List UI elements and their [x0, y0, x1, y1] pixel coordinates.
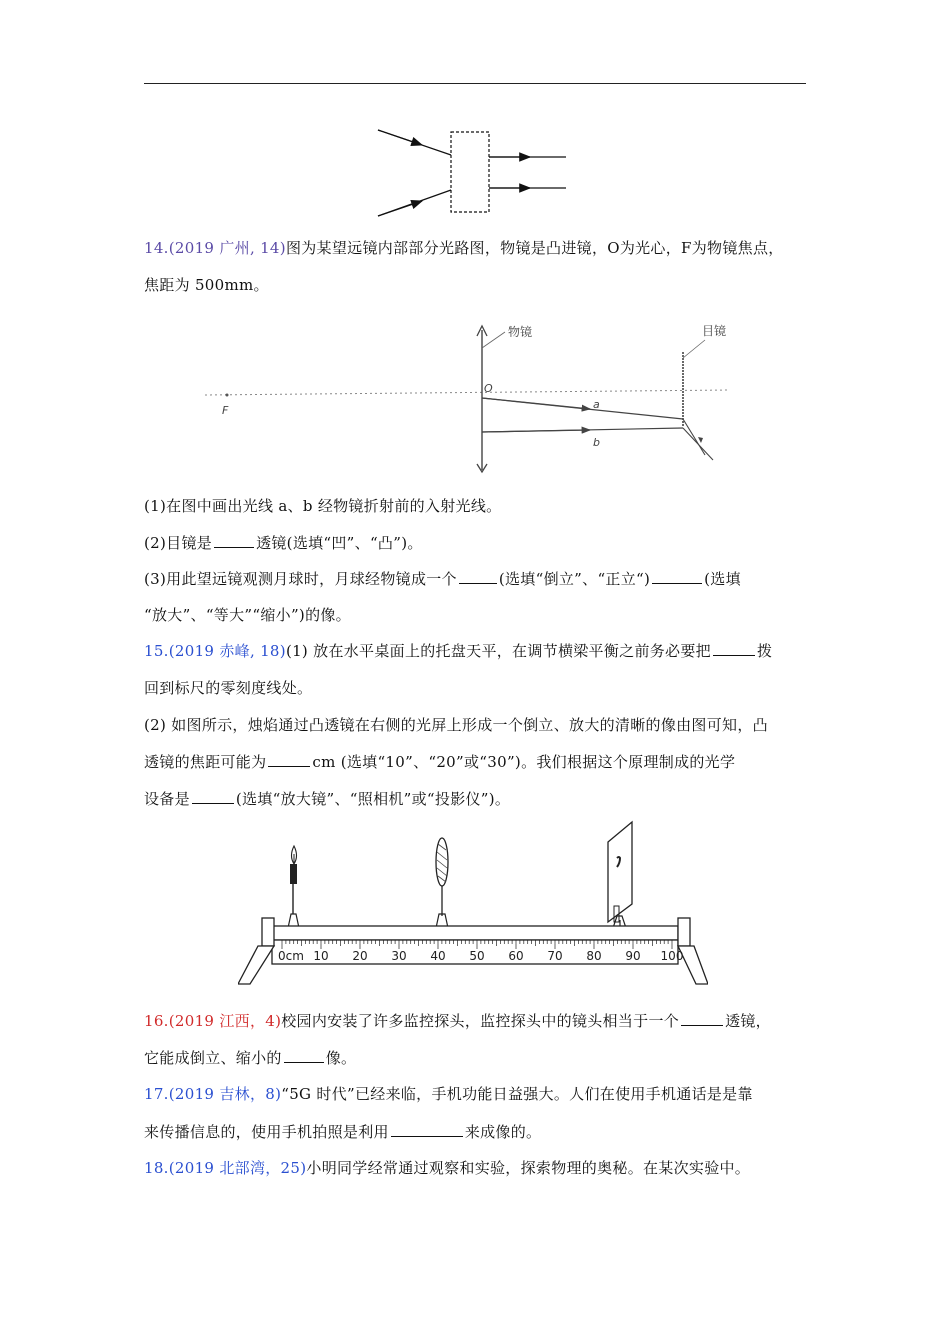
telescope-light-path-diagram: [205, 322, 735, 474]
q15-line5: 设备是 (选填“放大镜”、“照相机”或“投影仪”)。: [144, 790, 511, 808]
q14-part3-cont: “放大”、“等大”“缩小”)的像。: [144, 606, 351, 624]
focal-point-F: [226, 394, 229, 397]
principal-axis: [205, 390, 730, 395]
ruler-label: 30: [391, 949, 407, 963]
answer-blank[interactable]: [214, 533, 254, 548]
ruler-label: 40: [430, 949, 446, 963]
answer-blank[interactable]: [192, 789, 234, 804]
q14-source: 14.(2019 广州, 14): [144, 239, 286, 257]
q17-line2: 来传播信息的，使用手机拍照是利用 来成像的。: [144, 1123, 542, 1141]
q15-line1: 15.(2019 赤峰, 18)(1) 放在水平桌面上的托盘天平，在调节横梁平衡之前务必要把 拨: [144, 642, 773, 660]
optical-bench-diagram: [238, 820, 708, 992]
label-F: F: [222, 404, 229, 417]
label-objective: 物镜: [508, 325, 533, 339]
label-O: O: [484, 382, 493, 395]
ruler-label: 70: [547, 949, 563, 963]
q14-part1: (1)在图中画出光线 a、b 经物镜折射前的入射光线。: [144, 497, 502, 515]
q15-line4: 透镜的焦距可能为 cm (选填“10”、“20”或“30”)。我们根据这个原理制成的光学: [144, 753, 736, 771]
q14-line1: 14.(2019 广州, 14)图为某望远镜内部部分光路图，物镜是凸进镜，O为光心，F为物镜焦点，: [144, 239, 784, 257]
label-a: a: [593, 398, 600, 411]
q15-source: 15.(2019 赤峰, 18): [144, 642, 286, 660]
ruler-label: 80: [586, 949, 602, 963]
page-header-rule: [144, 83, 806, 84]
q15-line3: (2) 如图所示，烛焰通过凸透镜在右侧的光屏上形成一个倒立、放大的清晰的像由图可知，凸: [144, 716, 768, 734]
answer-blank[interactable]: [459, 569, 497, 584]
q17-line1: 17.(2019 吉林，8)“5G 时代”已经来临，手机功能日益强大。人们在使用手机通话是是靠: [144, 1085, 753, 1103]
answer-blank[interactable]: [391, 1122, 463, 1137]
label-eyepiece: 目镜: [702, 324, 727, 338]
q18-source: 18.(2019 北部湾，25): [144, 1159, 307, 1177]
black-box-ray-diagram: [370, 122, 580, 222]
ruler-label: 50: [469, 949, 485, 963]
ruler-label: 20: [352, 949, 368, 963]
answer-blank[interactable]: [713, 641, 755, 656]
q17-source: 17.(2019 吉林，8): [144, 1085, 282, 1103]
answer-blank[interactable]: [652, 569, 702, 584]
bench-rail: [272, 926, 678, 940]
q15-line2: 回到标尺的零刻度线处。: [144, 679, 313, 697]
candle: [290, 864, 297, 884]
label-b: b: [593, 436, 600, 449]
q14-part2: (2)目镜是 透镜(选填“凹”、“凸”)。: [144, 534, 423, 552]
answer-blank[interactable]: [268, 752, 310, 767]
light-screen: [608, 822, 632, 922]
ruler-label: 0cm: [278, 949, 304, 963]
q16-source: 16.(2019 江西，4): [144, 1012, 282, 1030]
ruler-label: 60: [508, 949, 524, 963]
ruler-label: 90: [625, 949, 641, 963]
answer-blank[interactable]: [284, 1048, 324, 1063]
ruler-label: 10: [313, 949, 329, 963]
ruler-label: 100: [660, 949, 684, 963]
dashed-box: [451, 132, 489, 212]
q14-part3: (3)用此望远镜观测月球时，月球经物镜成一个 (选填“倒立”、“正立“) (选填: [144, 570, 741, 588]
q14-line2: 焦距为 500mm。: [144, 276, 269, 294]
answer-blank[interactable]: [681, 1011, 723, 1026]
q18-line1: 18.(2019 北部湾，25)小明同学经常通过观察和实验，探索物理的奥秘。在某次实验中。: [144, 1159, 751, 1177]
q16-line2: 它能成倒立、缩小的 像。: [144, 1049, 357, 1067]
q16-line1: 16.(2019 江西，4)校园内安装了许多监控探头，监控探头中的镜头相当于一个 透镜，: [144, 1012, 771, 1030]
